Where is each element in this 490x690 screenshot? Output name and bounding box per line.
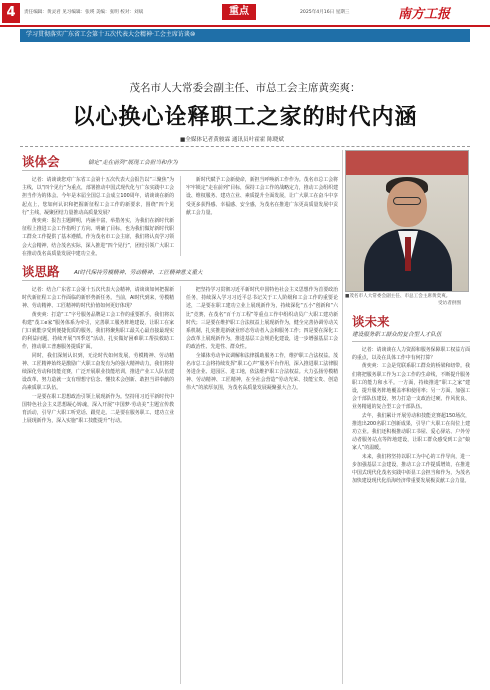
newspaper-logo: 南方工报	[398, 7, 451, 22]
weilai-column	[352, 346, 470, 684]
series-banner: 学习贯彻落实广东省工会第十五次代表大会精神·工会主席访谈⑩	[20, 29, 470, 41]
issue-date: 2025年4月16日 星期三	[300, 10, 350, 15]
weilai-answer-2: 去年，我们累计开展劳动和技能竞赛超150场次，推选出200名职工创新成果，引导广大职工在岗位上建功立业。我们还积极推动职工书屋、爱心驿站、户外劳动者服务站点等阵地建设，让职工群众感受到工会“娘家人”的温暖。	[352, 412, 470, 452]
photo-credit: 受访者供图	[438, 301, 461, 306]
banner-rule	[20, 41, 470, 42]
section-sub-weilai: 建设服务职工群众的复合型人才队伍	[352, 332, 442, 338]
portrait-photo	[345, 150, 469, 292]
article-byline: ■全媒体记者黄骏霖 通讯员叶霍霍 陈晓斌	[180, 137, 284, 143]
section-rule-silu	[22, 280, 340, 281]
column-divider	[180, 286, 181, 684]
editor-credits: 责任编辑：黄灵君 见习编辑：张瑛 美编：张明 校对：刘斌	[24, 10, 144, 15]
section-sub-tihui: 锚定“走在前列”展现工会担当和作为	[88, 160, 178, 166]
section-sub-silu: AI时代保持劳模精神、劳动精神、工匠精神意义重大	[74, 270, 203, 276]
article-kicker: 茂名市人大常委会副主任、市总工会主席黄奕爽：	[129, 82, 361, 94]
silu-answer-1: 黄奕爽：打造“工”字号服务品牌是工会工作的重要抓手。我们将以构建“茂工e家”服务体系为牵引，完善职工服务阵地建设，让职工在家门口就能享受到便捷优质的服务。我们将聚焦职工最关心最直接最现实的利益问题，持续开展“四季送”活动，扎实做好困难职工帮扶救助工作，推动职工普惠服务提质扩面。	[22, 311, 174, 351]
section-rule-weilai	[352, 341, 470, 342]
silu-question: 记者：结合广东省工会第十五次代表大会精神，请谈谈如何把握新时代新征程工会工作面临的新形势新任务。当前，AI时代到来，劳模精神、劳动精神、工匠精神的时代价值如何更好体现？	[22, 287, 174, 310]
silu-column-2	[186, 286, 338, 684]
column-divider	[342, 150, 343, 684]
silu-answer-2: 同时，我们深刻认识到，无论时代如何发展，劳模精神、劳动精神、工匠精神始终是激励广大职工奋发有为的强大精神动力。我们将持续深化劳动和技能竞赛，广泛开展职业技能培训，推进产业工人队伍建设改革，努力造就一支有理想守信念、懂技术会创新、敢担当讲奉献的高素质职工队伍。	[22, 352, 174, 392]
section-tab: 重点	[222, 4, 256, 20]
silu-column-1	[22, 286, 174, 684]
silu-answer-5: 全媒体劳动争议调解和法律援助服务工作，维护职工合法权益。茂名市总工会将持续发挥“职工心声”服务平台作用，深入推进职工法律服务进企业、进园区、进工地，依法维护职工合法权益。大力弘扬劳模精神、劳动精神、工匠精神，在全社会营造“劳动光荣、技能宝贵、创造伟大”的浓厚氛围，为茂名高质量发展凝聚强大合力。	[186, 352, 338, 392]
column-divider	[180, 176, 181, 256]
weilai-answer-3: 未来，我们将坚持以职工为中心的工作导向，进一步加强基层工会建设，推动工会工作提质增效，在推进中国式现代化茂名实践中彰显工会担当和作为，为茂名加快建设现代化沿海经济带重要发展极贡献工会力量。	[352, 453, 470, 485]
tihui-answer-cont: 新时代赋予工会新使命，新担当呼唤新工作作为。茂名市总工会将牢牢锁定“走在前列”目标，保持工会工作的战略定力，推动工会组织建设、维权服务、建功立业、素质提升全面发展，让广大职工在奋斗中享受更多获得感、幸福感、安全感，为茂名在推进广东更高质量发展中贡献工会力量。	[186, 177, 338, 216]
weilai-question: 记者：请谈谈在人力资源和服务保障职工权益方面的重点，以及在具体工作中有何打算？	[352, 347, 470, 362]
section-label-weilai: 谈未来	[352, 314, 390, 329]
photo-caption: ■茂名市人大常委会副主任、市总工会主席黄奕爽。	[345, 294, 451, 299]
page-number: 4	[2, 3, 20, 23]
section-label-tihui: 谈体会	[22, 154, 60, 169]
weilai-answer-1: 黄奕爽：工会是党联系职工群众的桥梁和纽带。我们将把服务职工作为工会工作的生命线，不断提升服务职工的能力和水平。一方面，持续推进“职工之家”建设，提升服务阵地覆盖率和使用率；另一方面，加强工会干部队伍建设，努力打造一支政治过硬、作风优良、业务精通的复合型工会干部队伍。	[352, 363, 470, 411]
title-divider	[20, 146, 470, 147]
silu-answer-3: 一是要在职工思想政治引领上展现新作为。坚持用习近平新时代中国特色社会主义思想凝心铸魂，深入开展“中国梦·劳动美”主题宣传教育活动，引导广大职工听党话、跟党走。二是要在服务职工、建功立业上展现新作为，深入实施“职工技能提升”行动。	[22, 393, 174, 425]
section-label-silu: 谈思路	[22, 264, 60, 279]
article-headline: 以心换心诠释职工之家的时代内涵	[72, 104, 418, 130]
silu-answer-4: 把坚持学习贯彻习近平新时代中国特色社会主义思想作为首要政治任务，持续深入学习习近平总书记关于工人阶级和工会工作的重要论述，二是要在职工建功立业上展现新作为，持续深化“五小”创新和“六比”竞赛，在茂名“百千万工程”等重点工作中组织动员广大职工建功新时代；三是要在维护职工合法权益上展现新作为，健全完善协调劳动关系机制，扎实推进新就业形态劳动者入会和服务工作；四是要在深化工会改革上展现新作为，推进基层工会规范化建设，进一步增强基层工会的政治性、先进性、群众性。	[186, 287, 338, 351]
tihui-column-2	[186, 176, 338, 256]
tihui-answer: 黄奕爽：报告主题鲜明，内涵丰富，举措务实，为我们在新时代新征程上推进工会工作指明了方向、明确了目标，也为我们做好新时代职工群众工作提供了基本遵循。作为茂名市工会主席，我们将认真学习领会大会精神，结合茂名实际，深入推进“四个见行”，团结引领广大职工在推动茂名高质量发展中建功立业。	[22, 218, 174, 256]
tihui-column-1	[22, 176, 174, 256]
header-rule	[0, 25, 490, 27]
section-rule-tihui	[22, 170, 340, 171]
tihui-question: 记者：请谈谈您对广东省工会第十五次代表大会报告以“三聚焦”为主线，以“四个见行”为重点，部署推动中国式现代化与广东实践中工会担当作为的体会。今年是本届全国总工会成立100周年，请谈谈在新的起点上，您如何认识和把握新征程工会工作的新要求，围绕“四个见行”主线，凝聚团结力量推动高质量发展？	[22, 177, 174, 216]
